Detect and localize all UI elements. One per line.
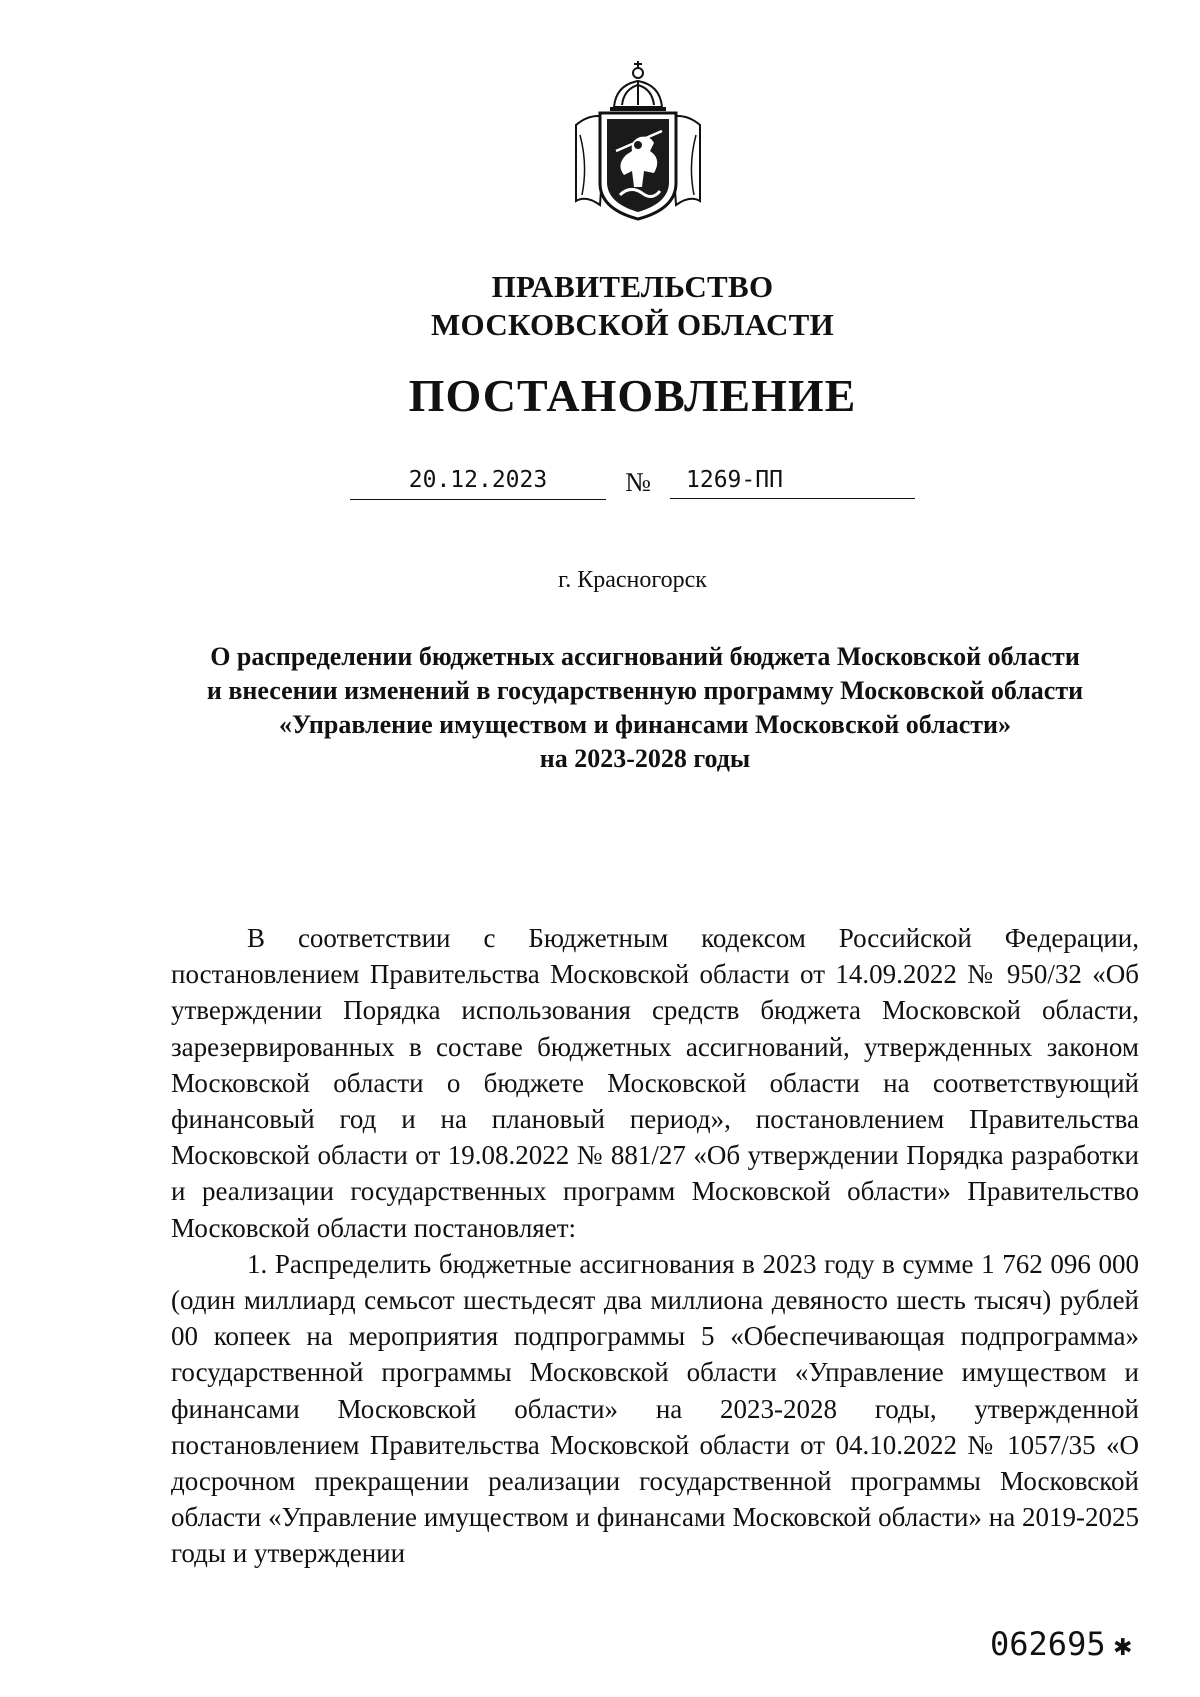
document-number: 1269-ПП — [670, 465, 915, 499]
government-title-line1: ПРАВИТЕЛЬСТВО — [491, 269, 774, 304]
body-paragraph-preamble: В соответствии с Бюджетным кодексом Российской Федерации, постановлением Правительства Московской области от 14.09.2022 № 950/32 «Об утверждении Порядка использования средств бюджета Московской области, зарезервированных в составе бюджетных ассигнований, утвержденных законом Московской области о бюджете Московской области на соответствующий финансовый год и на плановый период», постановлением Правительства Московской области от 19.08.2022 № 881/27 «Об утверждении Порядка разработки и реализации государственных программ Московской области» Правительство Московской области постановляет: — [171, 923, 1139, 1243]
document-subject — [150, 640, 1140, 776]
government-title-line2: МОСКОВСКОЙ ОБЛАСТИ — [430, 307, 835, 342]
government-title — [0, 268, 1200, 344]
body-paragraph-item-1: 1. Распределить бюджетные ассигнования в 2023 году в сумме 1 762 096 000 (один миллиард семьсот шестьдесят два миллиона девяносто шесть тысяч) рублей 00 копеек на мероприятия подпрограммы 5 «Обеспечивающая подпрограмма» государственной программы Московской области «Управление имуществом и финансами Московской области» на 2023-2028 годы, утвержденной постановлением Правительства Московской области от 04.10.2022 № 1057/35 «О досрочном прекращении реализации государственной программы Московской области «Управление имуществом и финансами Московской области» на 2019-2025 годы и утверждении — [171, 1248, 1139, 1569]
moscow-oblast-coat-of-arms-icon — [570, 55, 706, 223]
registration-row — [350, 465, 915, 505]
number-sign: № — [625, 467, 651, 497]
document-body — [171, 920, 1139, 1572]
page-serial-code — [990, 1622, 1190, 1672]
document-date: 20.12.2023 — [350, 465, 606, 500]
city-line: г. Красногорск — [558, 567, 707, 593]
subject-line3: «Управление имуществом и финансами Московской области» — [278, 710, 1012, 739]
asterisk-mark-icon: ✱ — [1113, 1628, 1132, 1663]
page-code-number: 062695 — [990, 1625, 1106, 1663]
subject-line2: и внесении изменений в государственную программу Московской области — [206, 676, 1084, 705]
document-type-title: ПОСТАНОВЛЕНИЕ — [408, 370, 857, 421]
subject-line4: на 2023-2028 годы — [539, 744, 751, 773]
subject-line1: О распределении бюджетных ассигнований бюджета Московской области — [210, 642, 1080, 671]
